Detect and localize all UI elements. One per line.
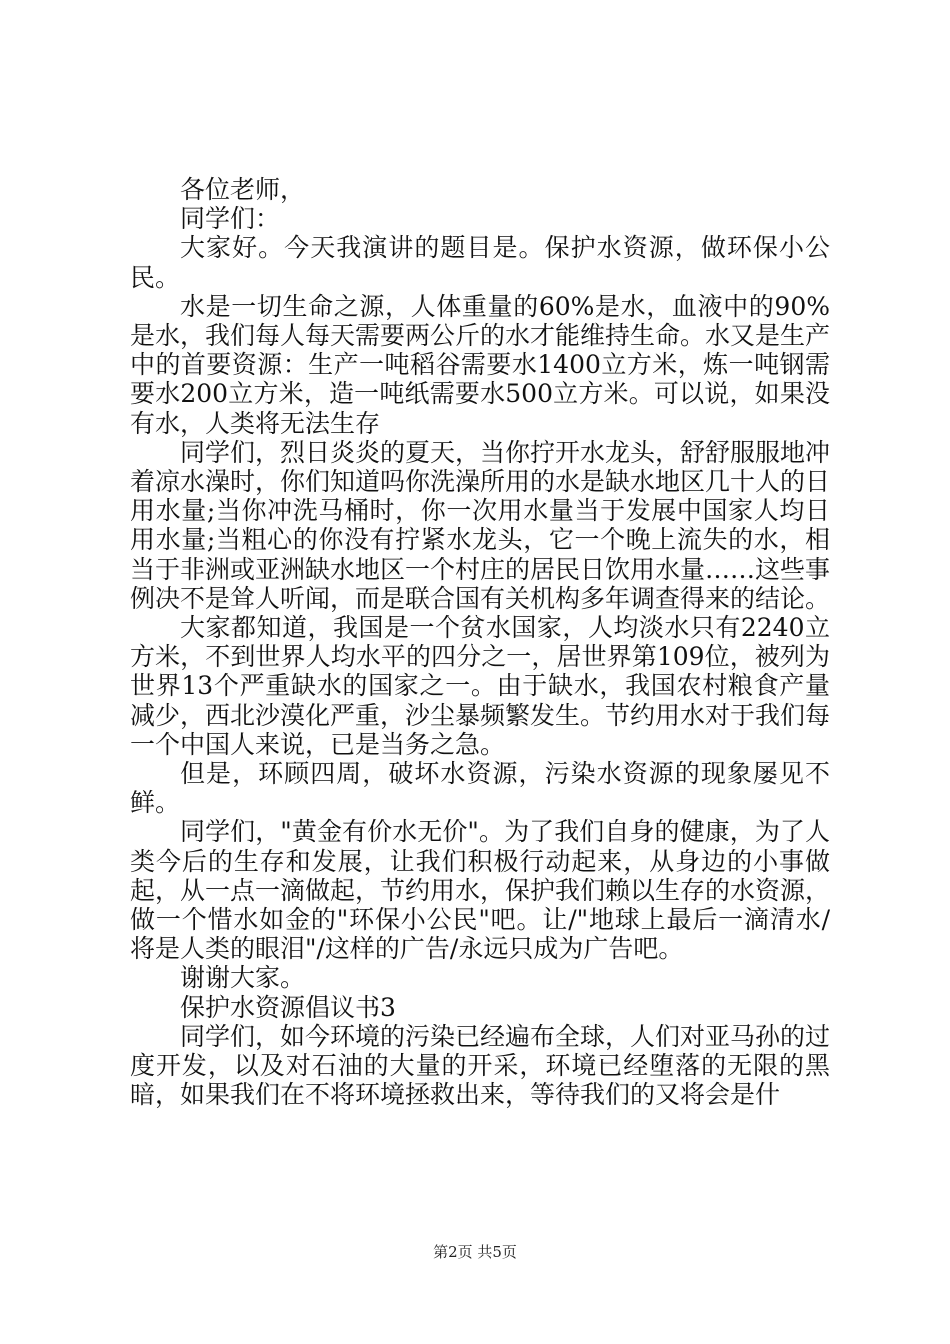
paragraph-thanks: 谢谢大家。 [180,963,306,993]
paragraph-pollution: 但是，环顾四周，破坏水资源，污染水资源的现象屡见不鲜。 [130,759,830,818]
paragraph-china-water: 大家都知道，我国是一个贫水国家，人均淡水只有2240立方米，不到世界人均水平的四分之一，居世界第109位，被列为世界13个严重缺水的国家之一。由于缺水，我国农村粮食产量减少，西北沙漠化严重，沙尘暴频繁发生。节约用水对于我们每一个中国人来说，已是当务之急。 [130,613,831,759]
document-body [130,175,830,1110]
paragraph-greeting-students: 同学们： [180,204,281,234]
paragraph-summer: 同学们，烈日炎炎的夏天，当你拧开水龙头，舒舒服服地冲着凉水澡时，你们知道吗你洗澡所用的水是缺水地区几十人的日用水量;当你冲洗马桶时，你一次用水量当于发展中国家人均日用水量;当粗心的你没有拧紧水龙头，它一个晚上流失的水，相当于非洲或亚洲缺水地区一个村庄的居民日饮用水量……这些事例决不是耸人听闻，而是联合国有关机构多年调查得来的结论。 [130,437,831,613]
paragraph-environment: 同学们，如今环境的污染已经遍布全球，人们对亚马孙的过度开发，以及对石油的大量的开采，环境已经堕落的无限的黑暗，如果我们在不将环境拯救出来，等待我们的又将会是什 [130,1021,831,1110]
paragraph-water-source: 水是一切生命之源，人体重量的60%是水，血液中的90%是水，我们每人每天需要两公斤的水才能维持生命。水又是生产中的首要资源：生产一吨稻谷需要水1400立方米，炼一吨钢需要水200立方米，造一吨纸需要水500立方米。可以说，如果没有水，人类将无法生存 [130,291,831,438]
page-number-footer: 第2页 共5页 [433,1243,517,1261]
paragraph-greeting-teachers: 各位老师， [180,175,306,204]
paragraph-call-to-action: 同学们，"黄金有价水无价"。为了我们自身的健康，为了人类今后的生存和发展，让我们积极行动起来，从身边的小事做起，从一点一滴做起，节约用水，保护我们赖以生存的水资源，做一个惜水如金的"环保小公民"吧。让/"地球上最后一滴清水/将是人类的眼泪"/这样的广告/永远只成为广告吧。 [130,817,831,964]
section-heading: 保护水资源倡议书3 [180,992,396,1022]
paragraph-intro: 大家好。今天我演讲的题目是。保护水资源，做环保小公民。 [130,233,830,292]
